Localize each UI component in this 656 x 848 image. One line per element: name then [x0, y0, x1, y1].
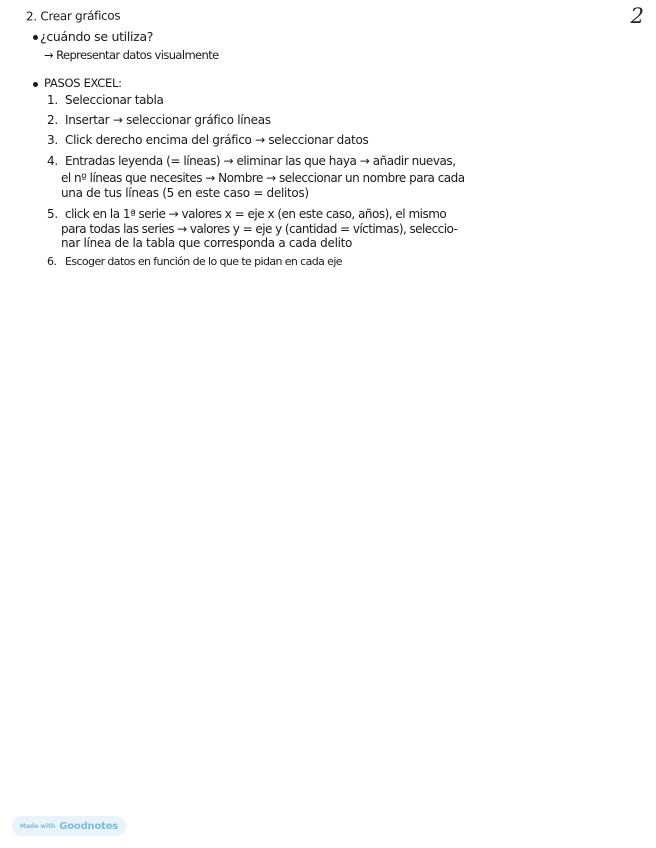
steps-heading: PASOS EXCEL:	[44, 76, 122, 90]
bullet-dot-icon	[33, 35, 38, 40]
step-item	[47, 208, 446, 221]
step-item	[47, 155, 456, 168]
page-number: 2	[630, 4, 644, 28]
step-text: click en la 1ª serie → valores x = eje x (en este caso, años), el mismo	[65, 207, 447, 221]
step-number: 5.	[47, 207, 58, 221]
step-number: 4.	[47, 154, 58, 168]
step-text-continuation: nar línea de la tabla que corresponda a cada delito	[61, 236, 353, 250]
step-number: 1.	[47, 93, 58, 107]
step-text: Entradas leyenda (= líneas) → eliminar las que haya → añadir nuevas,	[65, 154, 456, 168]
step-item	[47, 134, 368, 147]
step-text: Insertar → seleccionar gráfico líneas	[65, 113, 271, 127]
step-number: 6.	[47, 255, 57, 268]
step-item	[47, 114, 271, 127]
step-text-continuation: una de tus líneas (5 en este caso = delitos)	[61, 186, 309, 200]
step-number: 2.	[47, 113, 58, 127]
step-text-continuation: para todas las series → valores y = eje y (cantidad = víctimas), seleccio-	[61, 222, 458, 236]
usage-answer: → Representar datos visualmente	[44, 48, 219, 62]
step-text: Escoger datos en función de lo que te pidan en cada eje	[65, 255, 342, 268]
step-number: 3.	[47, 133, 58, 147]
bullet-dot-icon	[33, 82, 38, 87]
section-title: 2. Crear gráficos	[25, 8, 121, 24]
step-text: Click derecho encima del gráfico → seleccionar datos	[65, 133, 369, 147]
step-text-continuation: el nº líneas que necesites → Nombre → seleccionar un nombre para cada	[61, 171, 465, 185]
watermark-prefix: Made with	[20, 822, 56, 830]
watermark-brand: Goodnotes	[59, 820, 119, 832]
step-item	[47, 256, 342, 268]
goodnotes-watermark	[12, 816, 126, 836]
usage-question: ¿cuándo se utiliza?	[40, 29, 154, 44]
step-text: Seleccionar tabla	[65, 93, 164, 107]
step-item	[47, 94, 164, 107]
